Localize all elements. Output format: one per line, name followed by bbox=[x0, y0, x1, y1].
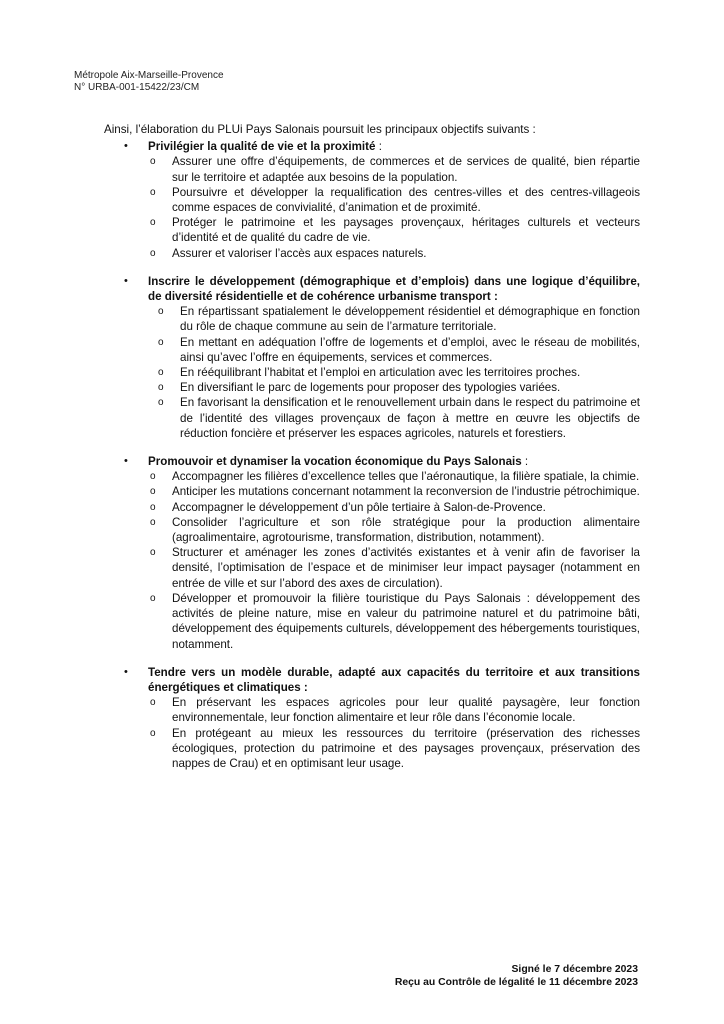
objective-section bbox=[104, 665, 640, 771]
bullet-icon: • bbox=[124, 274, 128, 287]
objective-title-suffix: : bbox=[521, 455, 529, 469]
circle-bullet-icon: o bbox=[150, 592, 156, 604]
list-item-text: Assurer et valoriser l’accès aux espaces naturels. bbox=[172, 246, 427, 260]
list-item bbox=[104, 380, 640, 395]
list-item bbox=[104, 484, 640, 499]
circle-bullet-icon: o bbox=[150, 547, 156, 559]
objective-items bbox=[104, 469, 640, 651]
circle-bullet-icon: o bbox=[158, 382, 164, 394]
objective-title-suffix: : bbox=[375, 140, 382, 154]
list-item bbox=[104, 246, 640, 261]
list-item-text: En mettant en adéquation l’offre de logements et d’emploi, avec le réseau de mobilités, ainsi qu’avec l’offre en équipements, services et commerces. bbox=[180, 335, 640, 364]
list-item-text: Assurer une offre d’équipements, de commerces et de services de qualité, bien répartie sur le territoire et adaptée aux besoins de la population. bbox=[172, 155, 640, 184]
list-item-text: Protéger le patrimoine et les paysages provençaux, héritages culturels et vecteurs d’identité et de qualité du cadre de vie. bbox=[172, 216, 640, 245]
list-item-text: En favorisant la densification et le renouvellement urbain dans le respect du patrimoine et de l’identité des villages provençaux de façon à mettre en œuvre les objectifs de réduction foncière et préserver les espaces agricoles, naturels et forestiers. bbox=[180, 396, 640, 440]
circle-bullet-icon: o bbox=[150, 471, 156, 483]
document-footer bbox=[395, 963, 638, 989]
objective-title: Privilégier la qualité de vie et la proximité bbox=[148, 140, 376, 154]
objective-section bbox=[104, 139, 640, 261]
circle-bullet-icon: o bbox=[150, 156, 156, 168]
header-reference-number: N° URBA-001-15422/23/CM bbox=[74, 82, 200, 93]
list-item-text: Structurer et aménager les zones d’activités existantes et à venir afin de favoriser la densité, l’optimisation de l’espace et de minimiser leur impact paysager (notamment en entrée de ville et sur l’abord des axes de circulation). bbox=[172, 546, 640, 590]
list-item-text: Anticiper les mutations concernant notamment la reconversion de l’industrie pétrochimique. bbox=[172, 485, 640, 499]
list-item-text: Consolider l’agriculture et son rôle stratégique pour la production alimentaire (agroalimentaire, agrotourisme, transformation, distribution, notamment). bbox=[172, 515, 640, 545]
circle-bullet-icon: o bbox=[150, 727, 156, 739]
list-item-text: Accompagner les filières d’excellence telles que l’aéronautique, la filière spatiale, la chimie. bbox=[172, 470, 640, 484]
objectives-list bbox=[104, 139, 640, 771]
list-item-text: En répartissant spatialement le développement résidentiel et démographique en fonction du rôle de chaque commune au sein de l’armature territoriale. bbox=[180, 305, 640, 334]
circle-bullet-icon: o bbox=[150, 501, 156, 513]
list-item bbox=[104, 500, 640, 515]
circle-bullet-icon: o bbox=[150, 486, 156, 498]
circle-bullet-icon: o bbox=[158, 336, 164, 348]
received-date: Reçu au Contrôle de légalité le 11 décembre 2023 bbox=[394, 977, 638, 988]
document-body bbox=[104, 122, 640, 771]
circle-bullet-icon: o bbox=[158, 367, 164, 379]
list-item bbox=[104, 215, 640, 245]
list-item bbox=[104, 726, 640, 772]
objective-items bbox=[104, 304, 640, 441]
list-item bbox=[104, 591, 640, 652]
objective-heading bbox=[104, 665, 640, 695]
list-item-text: En préservant les espaces agricoles pour leur qualité paysagère, leur fonction environnementale, leur fonction alimentaire et leur rôle dans l’économie locale. bbox=[172, 696, 640, 725]
objective-section bbox=[104, 274, 640, 441]
objective-title: Promouvoir et dynamiser la vocation économique du Pays Salonais bbox=[148, 455, 522, 469]
objective-section bbox=[104, 454, 640, 652]
circle-bullet-icon: o bbox=[150, 516, 156, 528]
objective-items bbox=[104, 695, 640, 771]
list-item-text: En rééquilibrant l’habitat et l’emploi en articulation avec les territoires proches. bbox=[180, 366, 581, 380]
list-item bbox=[104, 185, 640, 215]
circle-bullet-icon: o bbox=[150, 247, 156, 259]
list-item bbox=[104, 154, 640, 184]
list-item-text: Poursuivre et développer la requalification des centres-villes et des centres-villageois comme espaces de convivialité, d’animation et de proximité. bbox=[172, 185, 640, 215]
circle-bullet-icon: o bbox=[150, 217, 156, 229]
circle-bullet-icon: o bbox=[158, 306, 164, 318]
objective-heading bbox=[104, 274, 640, 304]
circle-bullet-icon: o bbox=[158, 397, 164, 409]
circle-bullet-icon: o bbox=[150, 697, 156, 709]
list-item bbox=[104, 545, 640, 591]
objective-items bbox=[104, 154, 640, 260]
list-item bbox=[104, 365, 640, 380]
list-item bbox=[104, 335, 640, 365]
objective-title: Tendre vers un modèle durable, adapté aux capacités du territoire et aux transitions énergétiques et climatiques : bbox=[148, 665, 640, 694]
list-item-text: Développer et promouvoir la filière touristique du Pays Salonais : développement des activités de pleine nature, mise en valeur du patrimoine naturel et du patrimoine bâti, développement des équipements culturels, développement des hébergements touristiques, notamment. bbox=[172, 591, 640, 651]
document-header bbox=[74, 70, 224, 94]
list-item-text: Accompagner le développement d’un pôle tertiaire à Salon-de-Provence. bbox=[172, 500, 546, 514]
list-item bbox=[104, 469, 640, 484]
list-item bbox=[104, 304, 640, 334]
list-item-text: En diversifiant le parc de logements pour proposer des typologies variées. bbox=[180, 381, 561, 395]
circle-bullet-icon: o bbox=[150, 186, 156, 198]
list-item-text: En protégeant au mieux les ressources du territoire (préservation des richesses écologiques, protection du patrimoine et des paysages provençaux, préservation des nappes de Crau) et en optimisant leur usage. bbox=[172, 726, 640, 770]
bullet-icon: • bbox=[124, 140, 128, 153]
header-organization: Métropole Aix-Marseille-Provence bbox=[74, 70, 224, 81]
list-item bbox=[104, 515, 640, 545]
intro-paragraph: Ainsi, l’élaboration du PLUi Pays Salonais poursuit les principaux objectifs suivants : bbox=[104, 123, 536, 136]
objective-title: Inscrire le développement (démographique et d’emplois) dans une logique d’équilibre, de diversité résidentielle et de cohérence urbanisme transport : bbox=[148, 274, 640, 304]
bullet-icon: • bbox=[124, 455, 128, 468]
list-item bbox=[104, 395, 640, 441]
signed-date: Signé le 7 décembre 2023 bbox=[511, 964, 638, 975]
list-item bbox=[104, 695, 640, 725]
bullet-icon: • bbox=[124, 665, 128, 678]
objective-heading bbox=[104, 139, 640, 154]
objective-heading bbox=[104, 454, 640, 469]
